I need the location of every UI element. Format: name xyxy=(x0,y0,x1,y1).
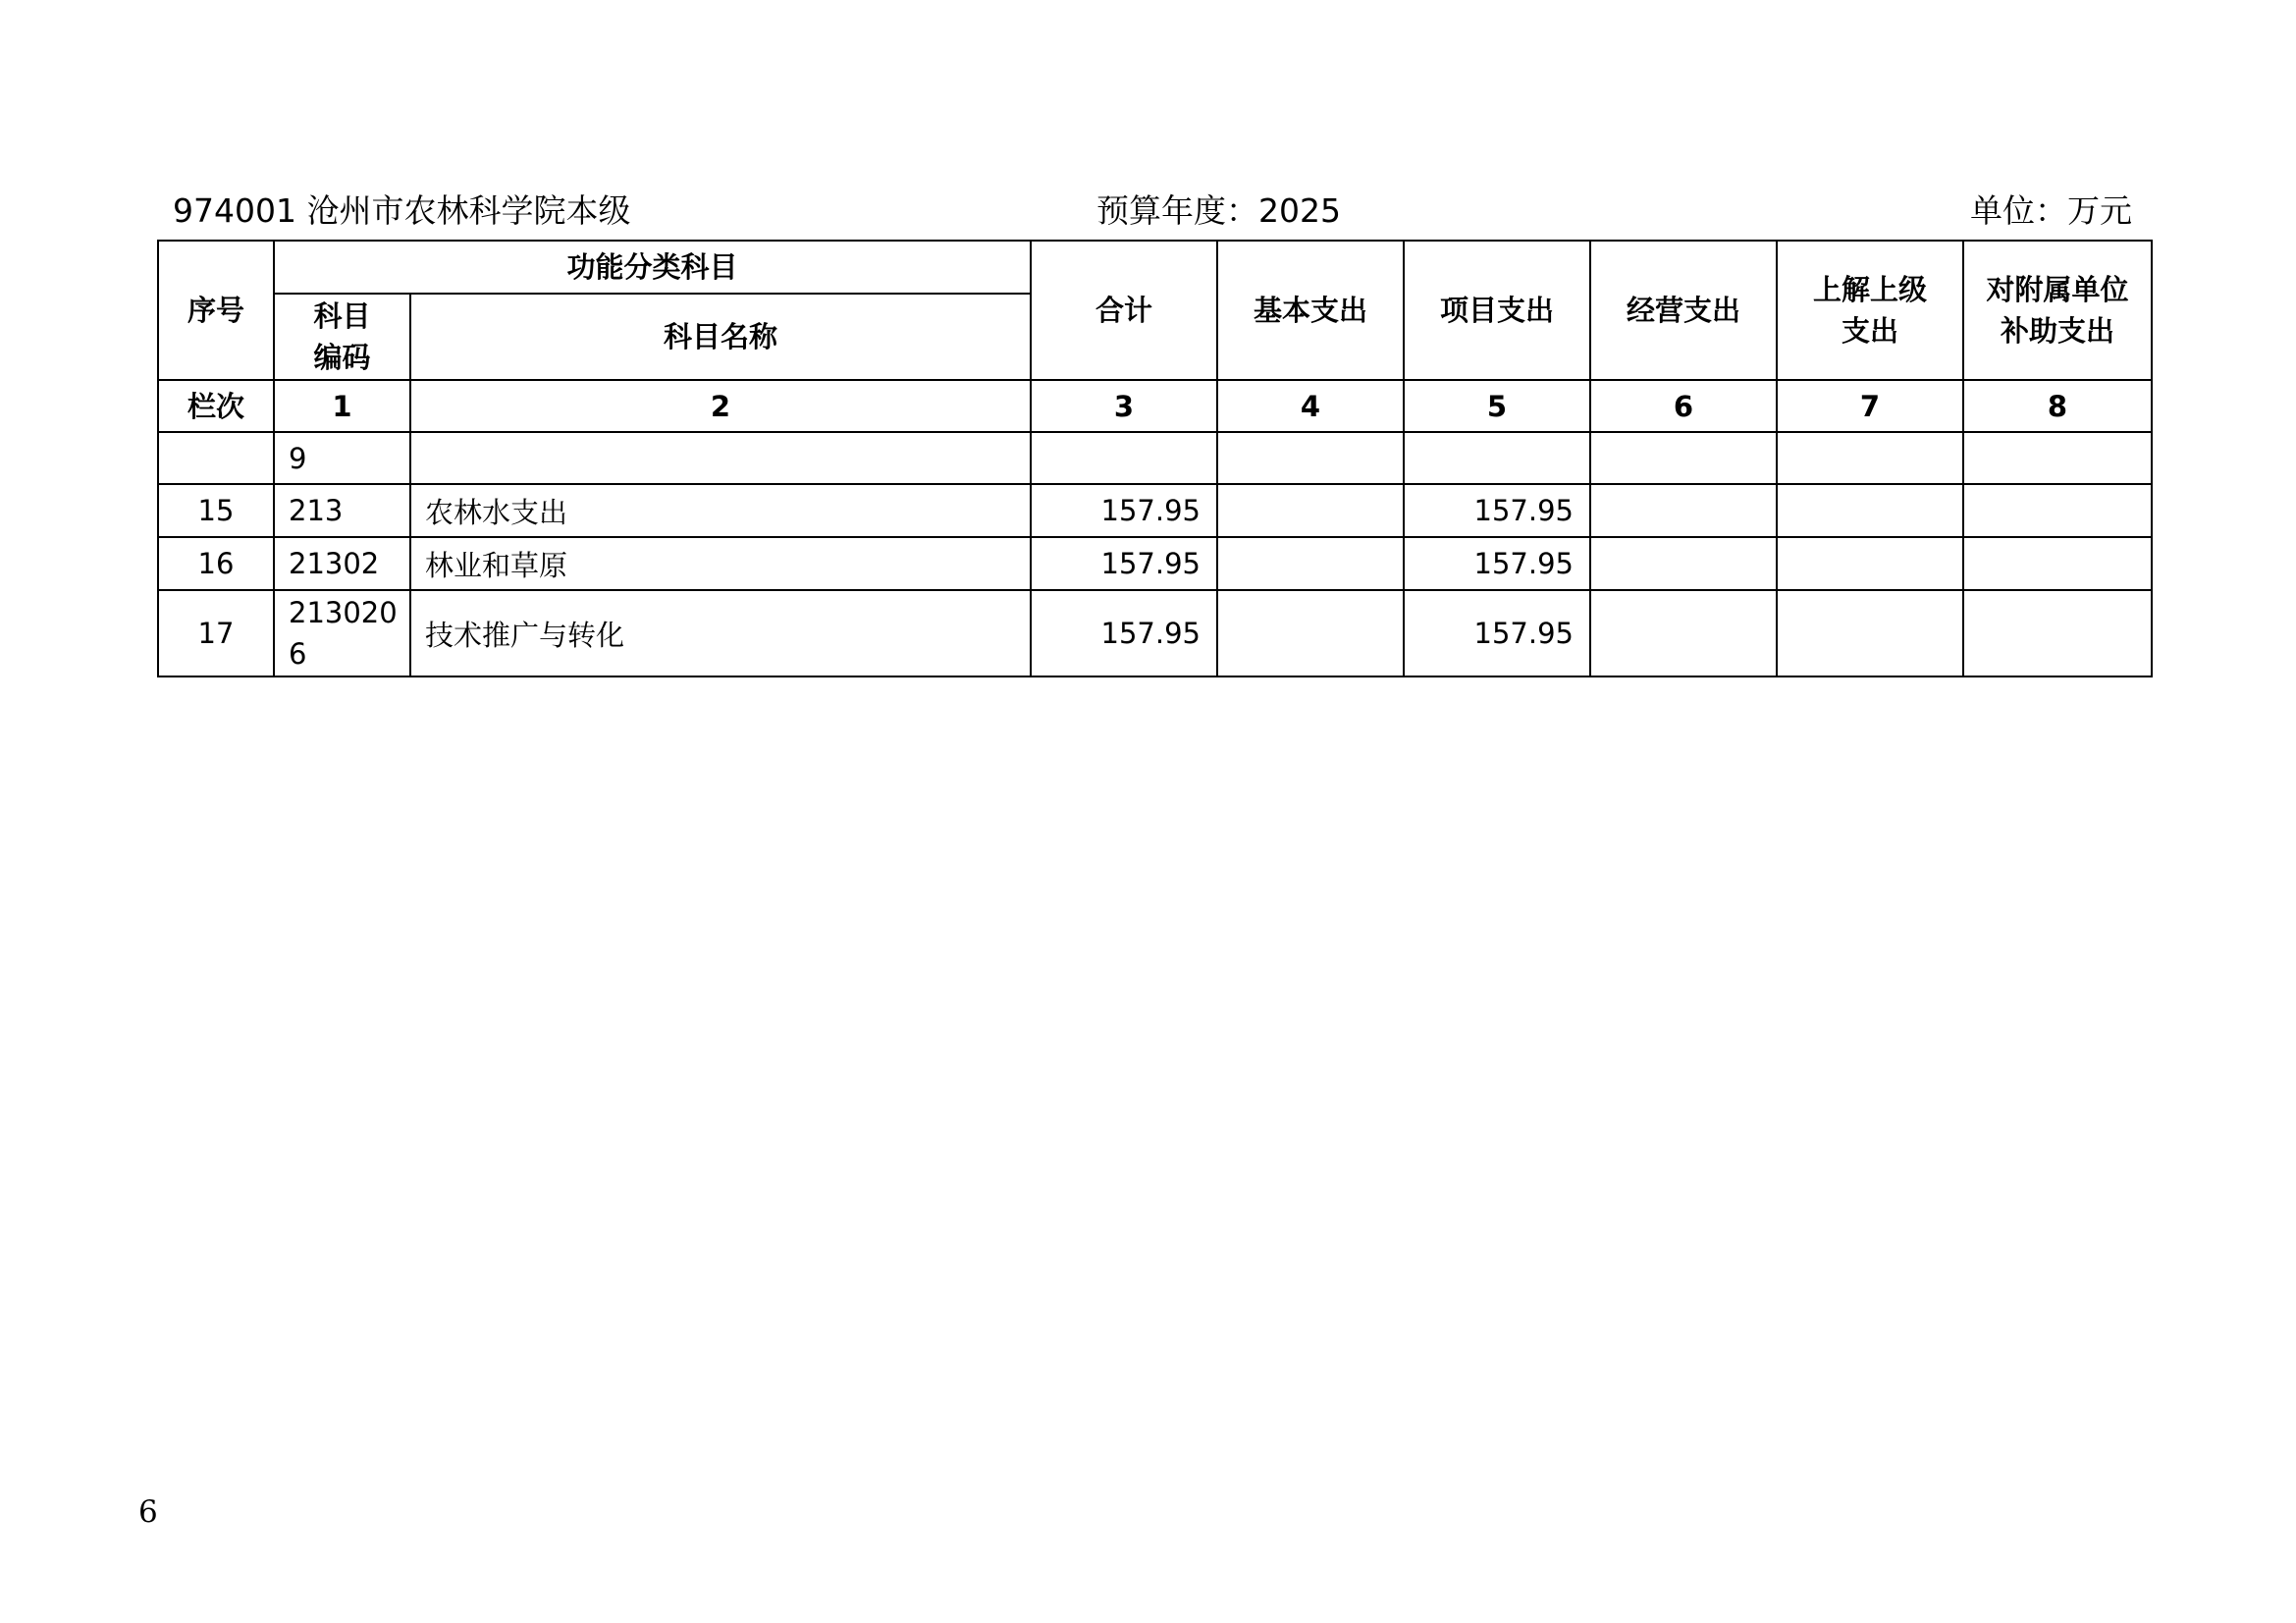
row-business xyxy=(1590,484,1777,537)
row-seq: 17 xyxy=(158,590,274,676)
header-upper: 上解上级支出 xyxy=(1777,241,1963,380)
row-code: 9 xyxy=(274,432,410,484)
row-code: 21302 xyxy=(274,537,410,590)
row-basic xyxy=(1217,537,1404,590)
row-subsidy xyxy=(1963,484,2152,537)
row-total: 157.95 xyxy=(1031,590,1217,676)
row-subsidy xyxy=(1963,537,2152,590)
row-project xyxy=(1404,432,1590,484)
column-index-2: 2 xyxy=(410,380,1031,432)
column-index-label: 栏次 xyxy=(158,380,274,432)
row-subsidy xyxy=(1963,432,2152,484)
column-index-1: 1 xyxy=(274,380,410,432)
row-total xyxy=(1031,432,1217,484)
row-subsidy xyxy=(1963,590,2152,676)
column-index-8: 8 xyxy=(1963,380,2152,432)
budget-table xyxy=(157,240,2153,677)
row-total: 157.95 xyxy=(1031,484,1217,537)
table-row xyxy=(158,590,2152,676)
row-project: 157.95 xyxy=(1404,537,1590,590)
row-project: 157.95 xyxy=(1404,484,1590,537)
currency-unit: 单位：万元 xyxy=(1970,191,2132,230)
row-seq: 16 xyxy=(158,537,274,590)
row-project: 157.95 xyxy=(1404,590,1590,676)
header-subsidy: 对附属单位补助支出 xyxy=(1963,241,2152,380)
row-code: 213 xyxy=(274,484,410,537)
row-seq xyxy=(158,432,274,484)
header-name: 科目名称 xyxy=(410,294,1031,380)
report-header xyxy=(173,189,2132,233)
table-row xyxy=(158,432,2152,484)
column-index-5: 5 xyxy=(1404,380,1590,432)
row-upper xyxy=(1777,590,1963,676)
row-basic xyxy=(1217,590,1404,676)
row-total: 157.95 xyxy=(1031,537,1217,590)
row-upper xyxy=(1777,432,1963,484)
header-basic: 基本支出 xyxy=(1217,241,1404,380)
row-basic xyxy=(1217,432,1404,484)
header-code: 科目编码 xyxy=(274,294,410,380)
header-seq: 序号 xyxy=(158,241,274,380)
row-upper xyxy=(1777,537,1963,590)
page-number: 6 xyxy=(138,1494,158,1530)
header-business: 经营支出 xyxy=(1590,241,1777,380)
header-total: 合计 xyxy=(1031,241,1217,380)
row-business xyxy=(1590,590,1777,676)
row-seq: 15 xyxy=(158,484,274,537)
row-business xyxy=(1590,537,1777,590)
header-functional-group: 功能分类科目 xyxy=(274,241,1031,294)
row-name: 林业和草原 xyxy=(410,537,1031,590)
table-row xyxy=(158,537,2152,590)
unit-name: 974001 沧州市农林科学院本级 xyxy=(173,191,631,230)
row-name xyxy=(410,432,1031,484)
row-basic xyxy=(1217,484,1404,537)
row-name: 农林水支出 xyxy=(410,484,1031,537)
row-name: 技术推广与转化 xyxy=(410,590,1031,676)
budget-year: 预算年度：2025 xyxy=(1096,191,1341,230)
row-upper xyxy=(1777,484,1963,537)
row-code: 2130206 xyxy=(274,590,410,676)
header-row-1 xyxy=(158,241,2152,294)
column-index-7: 7 xyxy=(1777,380,1963,432)
row-business xyxy=(1590,432,1777,484)
column-index-6: 6 xyxy=(1590,380,1777,432)
column-index-row xyxy=(158,380,2152,432)
column-index-4: 4 xyxy=(1217,380,1404,432)
table-row xyxy=(158,484,2152,537)
column-index-3: 3 xyxy=(1031,380,1217,432)
header-project: 项目支出 xyxy=(1404,241,1590,380)
